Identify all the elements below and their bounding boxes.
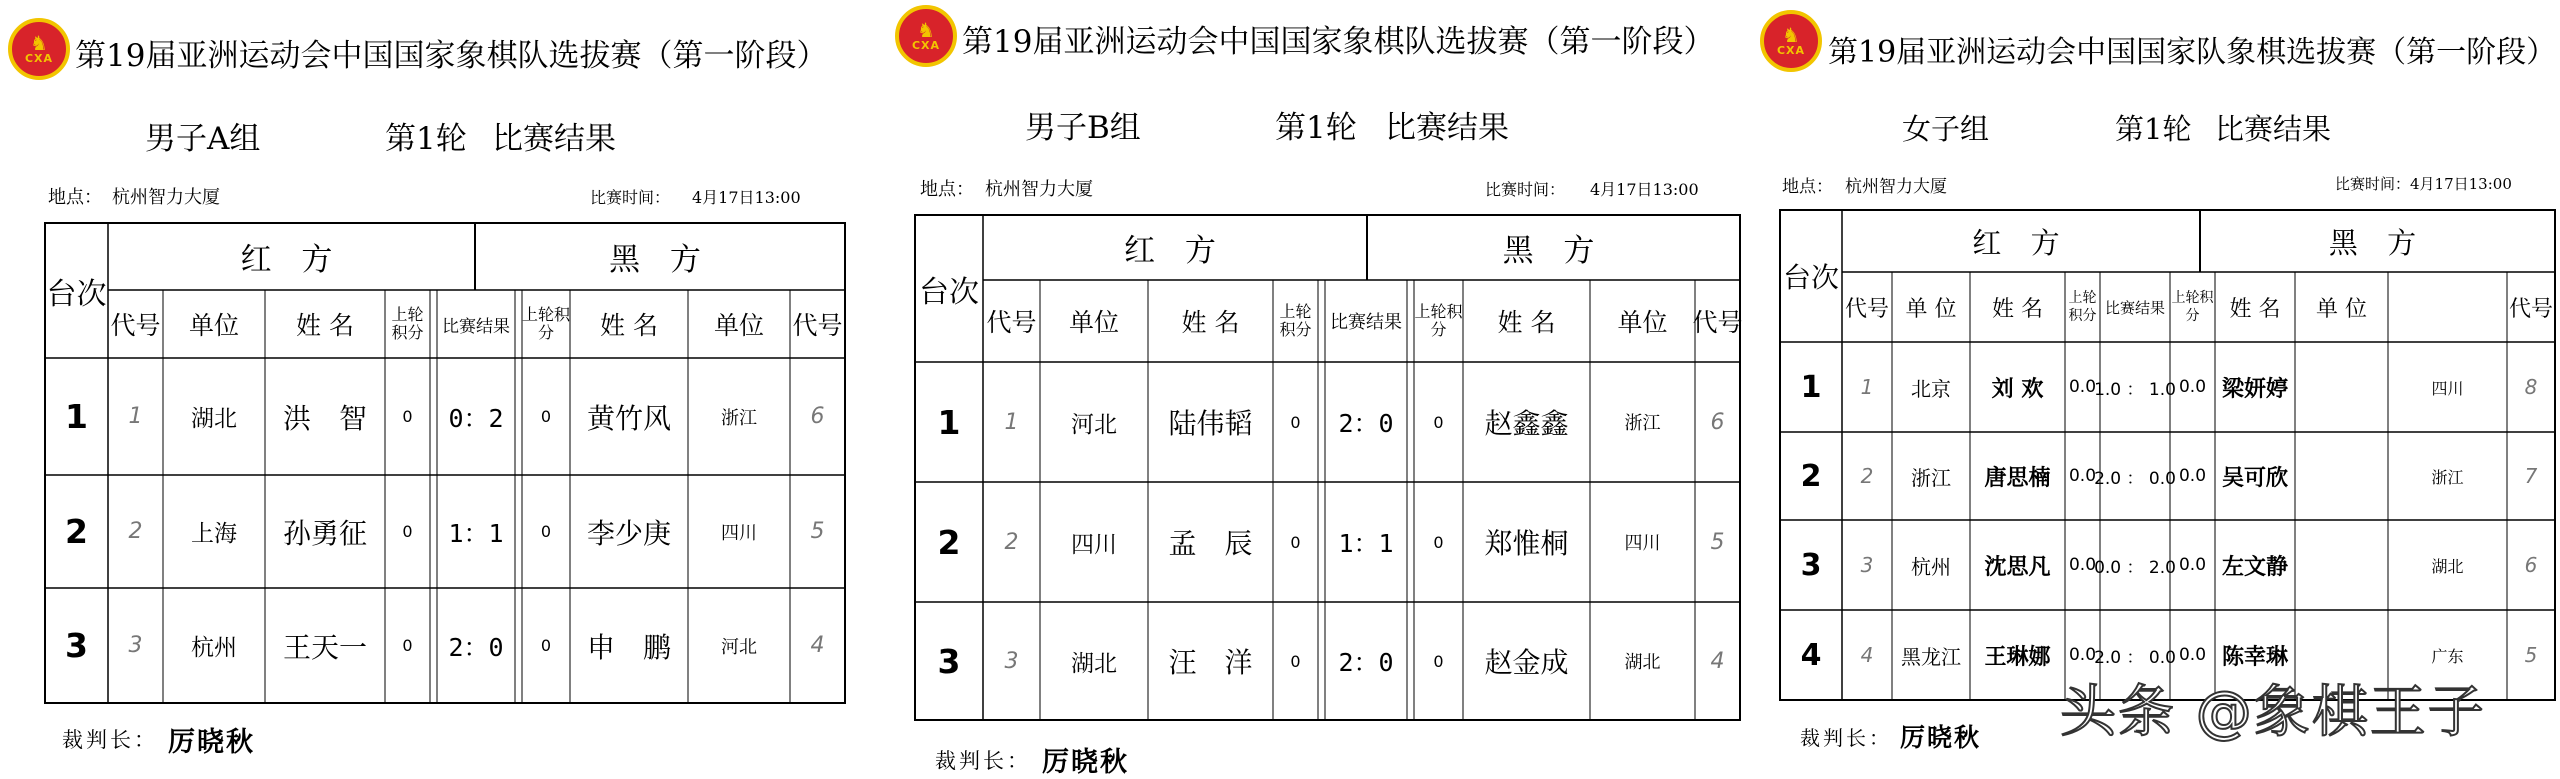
red-prev-points: 0	[402, 522, 413, 541]
header-red-side: 红 方	[1972, 225, 2070, 260]
red-unit: 杭州	[191, 635, 237, 661]
header-red-prev-points: 上轮积分	[391, 305, 424, 342]
table-number: 2	[1800, 458, 1822, 494]
sheet-title: 第19届亚洲运动会中国国家象棋队选拔赛（第一阶段）	[962, 24, 1715, 60]
round-label: 第1轮	[2115, 112, 2192, 146]
red-prev-points: 0.0	[2068, 645, 2097, 665]
black-code: 6	[1710, 409, 1725, 435]
black-unit: 四川	[1624, 533, 1661, 554]
cxa-logo: ♞ CXA	[1760, 10, 1822, 72]
header-black-side: 黑 方	[1502, 233, 1605, 269]
header-red-name: 姓 名	[1992, 296, 2043, 322]
black-player: 吴可欣	[2221, 464, 2288, 491]
red-player: 洪 智	[282, 401, 367, 435]
venue: 杭州智力大厦	[112, 187, 220, 208]
group-name: 女子组	[1902, 112, 1990, 146]
black-prev-points: 0.0	[2178, 645, 2207, 665]
match-time: 4月17日13:00	[1590, 180, 1699, 199]
red-unit: 北京	[1911, 376, 1951, 401]
header-black-name: 姓 名	[600, 311, 658, 340]
red-prev-points: 0.0	[2068, 466, 2097, 486]
header-red-code: 代号	[986, 308, 1037, 337]
red-prev-points: 0.0	[2068, 377, 2097, 397]
round-label: 第1轮	[385, 121, 467, 157]
table-number: 2	[65, 512, 88, 551]
red-player: 王天一	[282, 630, 367, 664]
black-player: 梁妍婷	[2221, 375, 2288, 402]
black-player: 黄竹风	[586, 401, 671, 435]
match-score: 2.0 ： 0.0	[2094, 647, 2176, 668]
red-player: 王琳娜	[1984, 643, 2051, 670]
black-code: 6	[810, 404, 825, 429]
match-score: 2：0	[1338, 648, 1394, 677]
red-code: 1	[128, 404, 143, 429]
black-unit: 浙江	[721, 407, 757, 429]
black-unit: 浙江	[1624, 413, 1661, 434]
red-player: 陆伟韬	[1168, 407, 1253, 440]
venue: 杭州智力大厦	[1845, 177, 1947, 197]
black-prev-points: 0.0	[2178, 377, 2207, 397]
black-prev-points: 0	[1433, 651, 1444, 671]
header-black-side: 黑 方	[2328, 225, 2427, 260]
black-code: 4	[1710, 648, 1725, 674]
red-code: 1	[1004, 409, 1019, 435]
header-result: 比赛结果	[1330, 312, 1402, 333]
match-score: 2.0 ： 0.0	[2094, 468, 2176, 489]
red-unit: 上海	[191, 521, 237, 547]
red-player: 孙勇征	[282, 516, 367, 550]
black-code: 5	[1710, 529, 1725, 555]
referee-label: 裁判长：	[935, 749, 1031, 773]
horse-icon: ♞	[1782, 23, 1800, 47]
red-prev-points: 0.0	[2068, 555, 2097, 575]
header-black-unit: 单位	[713, 311, 764, 340]
black-player: 陈幸琳	[2221, 643, 2288, 670]
black-code: 5	[810, 519, 825, 544]
header-black-unit: 单 位	[2316, 296, 2367, 322]
header-red-unit: 单位	[1068, 308, 1119, 337]
red-player: 孟 辰	[1168, 527, 1253, 560]
table-number: 4	[1800, 637, 1822, 673]
result-label: 比赛结果	[2215, 112, 2332, 146]
header-black-code: 代号	[792, 311, 843, 340]
group-name: 男子A组	[145, 121, 261, 157]
time-label: 比赛时间：	[2335, 175, 2411, 193]
black-player: 赵鑫鑫	[1484, 407, 1569, 440]
red-prev-points: 0	[1290, 532, 1301, 552]
red-code: 3	[128, 633, 143, 658]
black-unit: 四川	[2431, 378, 2464, 398]
cxa-logo: ♞ CXA	[8, 18, 70, 80]
red-unit: 四川	[1071, 531, 1117, 558]
match-score: 0：2	[448, 403, 504, 433]
header-black-code: 代号	[2508, 296, 2553, 322]
sheet-title: 第19届亚洲运动会中国国家队象棋选拔赛（第一阶段）	[1828, 35, 2557, 70]
table-number: 2	[937, 522, 961, 562]
header-red-code: 代号	[110, 311, 161, 340]
table-number: 3	[1800, 547, 1822, 583]
results-sheet-mens-b	[885, 0, 1765, 778]
time-label: 比赛时间：	[1485, 180, 1566, 199]
match-score: 2：0	[448, 632, 504, 662]
header-black-unit: 单位	[1617, 308, 1668, 337]
header-red-unit: 单位	[188, 311, 239, 340]
red-prev-points: 0	[402, 636, 413, 655]
red-player: 汪 洋	[1168, 646, 1253, 679]
black-prev-points: 0	[1433, 412, 1444, 432]
black-code: 6	[2524, 553, 2538, 577]
horse-icon: ♞	[917, 18, 935, 42]
venue: 杭州智力大厦	[985, 179, 1093, 200]
black-player: 李少庚	[586, 516, 671, 550]
source-watermark: 头条 @象棋王子	[2060, 680, 2486, 745]
black-prev-points: 0	[540, 636, 552, 655]
black-code: 4	[810, 633, 825, 658]
referee-name: 厉晓秋	[1042, 747, 1129, 778]
cxa-logo: ♞ CXA	[895, 5, 957, 67]
black-unit: 河北	[721, 636, 757, 658]
results-sheet-womens	[1760, 0, 2560, 773]
result-label: 比赛结果	[1385, 110, 1509, 146]
red-unit: 湖北	[191, 406, 237, 432]
result-label: 比赛结果	[492, 121, 616, 157]
red-unit: 河北	[1071, 411, 1117, 438]
red-unit: 杭州	[1911, 554, 1951, 579]
red-code: 2	[1860, 464, 1874, 488]
match-score: 0.0 ： 2.0	[2094, 557, 2176, 578]
red-unit: 黑龙江	[1901, 644, 1961, 669]
sheet-title: 第19届亚洲运动会中国国家象棋队选拔赛（第一阶段）	[75, 38, 828, 74]
black-unit: 浙江	[2431, 467, 2464, 487]
venue-label: 地点：	[1782, 177, 1833, 197]
red-prev-points: 0	[402, 407, 413, 426]
referee-label: 裁判长：	[62, 728, 158, 752]
red-prev-points: 0	[1290, 651, 1301, 671]
match-score: 2：0	[1338, 409, 1394, 438]
red-player: 沈思凡	[1984, 553, 2051, 580]
black-code: 7	[2524, 464, 2538, 488]
header-red-side: 红 方	[1124, 233, 1226, 269]
black-player: 左文静	[2221, 553, 2288, 580]
red-code: 4	[1860, 643, 1874, 667]
match-score: 1：1	[448, 518, 504, 548]
match-time: 4月17日13:00	[692, 188, 801, 207]
red-player: 刘 欢	[1991, 375, 2044, 402]
referee-name: 厉晓秋	[1900, 723, 1982, 752]
referee-name: 厉晓秋	[168, 727, 255, 758]
header-table-no: 台次	[1782, 261, 1839, 294]
red-code: 3	[1004, 648, 1019, 674]
header-red-prev-points: 上轮积分	[2068, 290, 2097, 324]
black-player: 赵金成	[1484, 646, 1569, 679]
header-red-code: 代号	[1844, 296, 1889, 322]
black-code: 8	[2524, 375, 2538, 399]
match-time: 4月17日13:00	[2410, 175, 2512, 193]
black-prev-points: 0	[540, 407, 552, 426]
header-black-code: 代号	[1692, 308, 1743, 337]
venue-label: 地点：	[48, 187, 102, 208]
header-table-no: 台次	[919, 274, 979, 310]
horse-icon: ♞	[30, 31, 48, 55]
header-red-side: 红 方	[240, 242, 343, 278]
table-number: 1	[1800, 369, 1822, 405]
black-code: 5	[2524, 643, 2538, 667]
header-black-name: 姓 名	[1497, 308, 1556, 337]
header-red-prev-points: 上轮积分	[1279, 302, 1312, 339]
red-code: 2	[128, 519, 143, 544]
group-name: 男子B组	[1025, 110, 1141, 146]
black-prev-points: 0.0	[2178, 555, 2207, 575]
table-number: 1	[937, 402, 961, 442]
black-unit: 四川	[721, 522, 757, 544]
black-player: 申 鹏	[586, 630, 671, 664]
black-prev-points: 0	[1433, 532, 1444, 552]
red-player: 唐思楠	[1984, 464, 2051, 491]
black-player: 郑惟桐	[1484, 527, 1569, 560]
match-score: 1.0 ： 1.0	[2094, 379, 2176, 400]
red-code: 2	[1004, 529, 1019, 555]
match-score: 1：1	[1338, 529, 1394, 558]
header-black-prev-points: 上轮积分	[1414, 302, 1463, 339]
time-label: 比赛时间：	[590, 188, 671, 207]
red-prev-points: 0	[1290, 412, 1301, 432]
table-number: 3	[65, 626, 88, 665]
black-unit: 广东	[2431, 646, 2464, 666]
header-black-side: 黑 方	[609, 242, 711, 278]
red-code: 3	[1860, 553, 1874, 577]
red-code: 1	[1860, 375, 1874, 399]
header-black-name: 姓 名	[2229, 296, 2281, 322]
header-red-name: 姓 名	[296, 311, 354, 340]
referee-label: 裁判长：	[1800, 726, 1892, 750]
header-black-prev-points: 上轮积分	[522, 305, 571, 342]
table-number: 1	[65, 397, 88, 436]
black-unit: 湖北	[2431, 556, 2464, 576]
black-prev-points: 0	[540, 522, 552, 541]
header-result: 比赛结果	[442, 316, 510, 337]
header-table-no: 台次	[46, 276, 107, 312]
red-unit: 浙江	[1911, 465, 1951, 490]
table-number: 3	[937, 641, 961, 681]
black-unit: 湖北	[1624, 652, 1661, 673]
header-result: 比赛结果	[2104, 298, 2165, 317]
black-prev-points: 0.0	[2178, 466, 2207, 486]
header-red-unit: 单 位	[1905, 296, 1957, 322]
red-unit: 湖北	[1071, 650, 1117, 677]
results-sheet-mens-a	[0, 0, 860, 773]
round-label: 第1轮	[1275, 110, 1357, 146]
header-red-name: 姓 名	[1181, 308, 1240, 337]
header-black-prev-points: 上轮积分	[2171, 290, 2214, 324]
venue-label: 地点：	[920, 179, 974, 200]
